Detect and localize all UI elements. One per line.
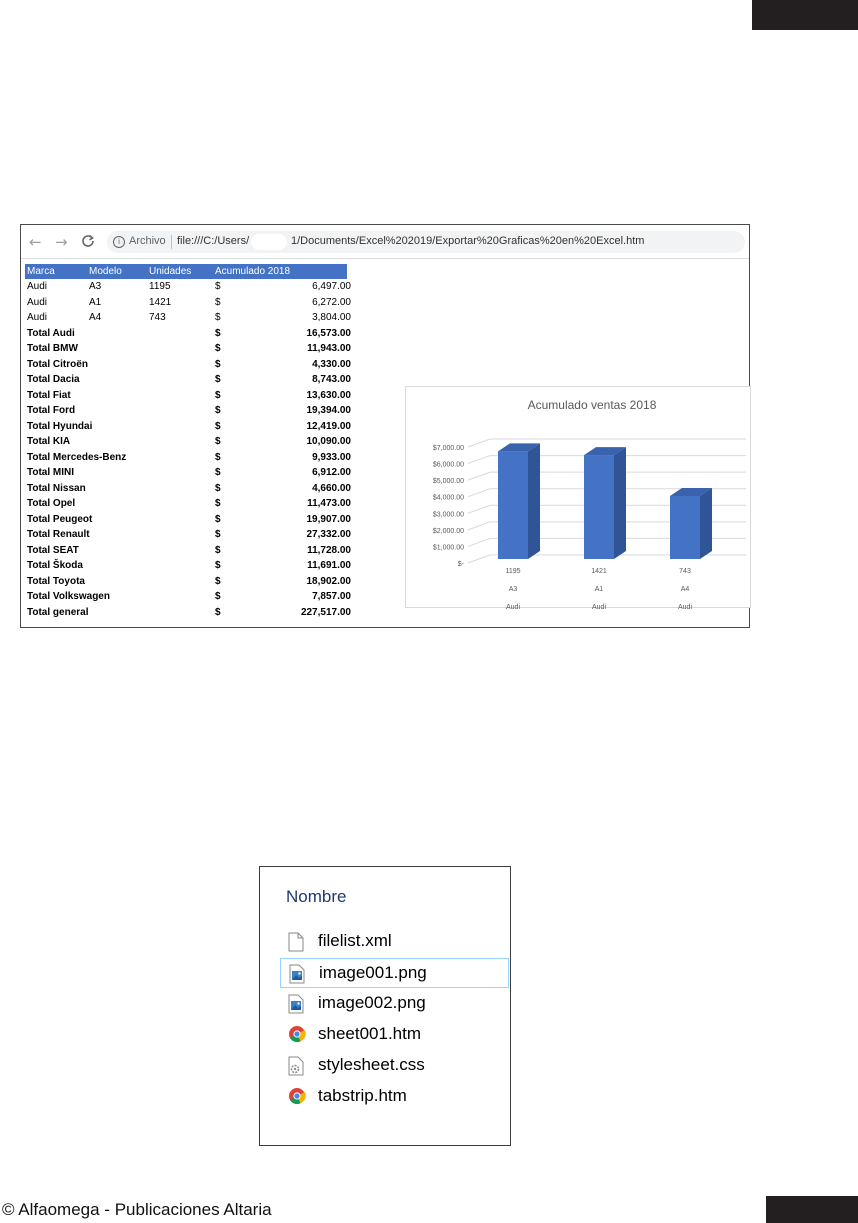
file-name: filelist.xml (318, 931, 392, 950)
y-tick-label: $5,000.00 (432, 478, 464, 486)
total-row (25, 434, 365, 450)
cell-total-label: Total Škoda (27, 560, 83, 571)
cell-total-label: Total Toyota (27, 575, 85, 587)
total-row (25, 496, 365, 512)
x-category-label: Audi (505, 604, 521, 611)
total-row (25, 512, 365, 528)
cell-currency: $ (215, 560, 221, 571)
cell-currency: $ (215, 606, 221, 618)
column-header-nombre[interactable]: Nombre (286, 887, 347, 906)
cell-total-value: 27,332.00 (306, 529, 351, 540)
gridline-diagonal (468, 505, 490, 513)
cell-unidades: 1195 (149, 281, 171, 292)
x-category-label: 1195 (505, 568, 521, 575)
cell-total-label: Total Volkswagen (27, 591, 110, 602)
redacted-username (251, 234, 287, 250)
cell-currency: $ (215, 529, 221, 540)
cell-modelo: A4 (89, 312, 102, 323)
document-icon (288, 932, 306, 952)
cell-total-label: Total Ford (27, 405, 76, 416)
file-list-item[interactable] (280, 1082, 510, 1112)
file-explorer-panel (259, 866, 511, 1146)
total-row (25, 326, 365, 342)
y-tick-label: $1,000.00 (432, 544, 464, 552)
total-row (25, 419, 365, 435)
sales-table (25, 264, 365, 620)
cell-total-value: 6,912.00 (312, 467, 351, 478)
cell-acumulado: 6,497.00 (312, 281, 351, 292)
header-modelo: Modelo (89, 266, 122, 277)
cell-currency: $ (215, 405, 221, 416)
total-row (25, 465, 365, 481)
cell-currency: $ (215, 281, 221, 292)
cell-total-value: 11,728.00 (307, 544, 351, 556)
cell-total-value: 19,907.00 (306, 513, 351, 525)
address-separator (171, 235, 172, 249)
cell-marca: Audi (27, 312, 48, 323)
file-list-item[interactable] (280, 1020, 510, 1050)
cell-total-value: 9,933.00 (312, 451, 351, 463)
cell-total-value: 4,660.00 (312, 482, 351, 494)
x-category-label: 1421 (591, 568, 607, 575)
page-number-tab (766, 1196, 858, 1223)
cell-total-label: Total Nissan (27, 482, 86, 494)
cell-modelo: A3 (89, 281, 102, 292)
chrome-icon (288, 1087, 306, 1107)
cell-total-label: Total Audi (27, 327, 75, 339)
table-header-row (25, 264, 347, 279)
page-corner-tab (752, 0, 858, 30)
cell-currency: $ (215, 420, 221, 432)
total-row (25, 574, 365, 590)
header-marca: Marca (27, 266, 55, 277)
bar (584, 455, 614, 559)
toolbar-divider (21, 258, 749, 259)
cell-total-value: 11,473.00 (307, 498, 351, 509)
bar-side (614, 447, 626, 559)
total-row (25, 527, 365, 543)
cell-total-label: Total MINI (27, 467, 75, 478)
url-prefix: file:///C:/Users/ (177, 235, 250, 247)
file-list-item[interactable] (280, 958, 509, 988)
gridline-diagonal (468, 489, 490, 497)
cell-total-value: 19,394.00 (306, 405, 351, 416)
cell-currency: $ (215, 358, 221, 370)
cell-total-label: Total Peugeot (27, 513, 93, 525)
cell-currency: $ (215, 591, 221, 602)
image-file-icon (288, 994, 306, 1014)
cell-currency: $ (215, 296, 221, 308)
total-row (25, 388, 365, 404)
cell-total-value: 4,330.00 (312, 358, 351, 370)
cell-total-label: Total general (27, 606, 89, 618)
cell-unidades: 743 (149, 312, 166, 323)
total-row (25, 450, 365, 466)
total-row (25, 481, 365, 497)
cell-currency: $ (215, 374, 221, 385)
cell-total-label: Total Dacia (27, 374, 80, 385)
y-tick-label: $- (457, 561, 464, 568)
chrome-icon (288, 1025, 306, 1045)
file-list-item[interactable] (280, 927, 510, 957)
gridline-diagonal (468, 456, 490, 464)
cell-total-label: Total BMW (27, 343, 78, 354)
cell-total-label: Total Renault (27, 529, 90, 540)
y-tick-label: $7,000.00 (432, 445, 464, 452)
x-category-label: 743 (679, 568, 691, 575)
cell-total-value: 11,943.00 (307, 343, 351, 354)
cell-total-label: Total Opel (27, 498, 76, 509)
cell-total-label: Total Mercedes-Benz (27, 451, 127, 463)
cell-total-value: 7,857.00 (312, 591, 351, 602)
table-row (25, 279, 365, 295)
cell-currency: $ (215, 451, 221, 463)
cell-total-label: Total SEAT (27, 544, 79, 556)
total-row (25, 357, 365, 373)
cell-acumulado: 6,272.00 (312, 296, 351, 308)
cell-currency: $ (215, 498, 221, 509)
cell-total-value: 16,573.00 (306, 327, 351, 339)
cell-currency: $ (215, 343, 221, 354)
y-tick-label: $6,000.00 (432, 461, 464, 469)
browser-window (20, 224, 750, 628)
css-file-icon (288, 1056, 306, 1076)
x-category-label: A1 (594, 586, 604, 593)
cell-total-label: Total Fiat (27, 389, 71, 401)
footer-copyright: © Alfaomega - Publicaciones Altaria (2, 1200, 272, 1219)
chart-title: Acumulado ventas 2018 (527, 398, 657, 412)
scheme-label: Archivo (129, 235, 166, 247)
x-category-label: A4 (680, 586, 690, 593)
cell-total-label: Total Hyundai (27, 420, 93, 432)
file-list-item[interactable] (280, 1051, 510, 1081)
x-category-label: Audi (591, 604, 607, 611)
chart-svg (406, 387, 750, 611)
cell-total-value: 10,090.00 (306, 436, 351, 447)
cell-currency: $ (215, 513, 221, 525)
cell-currency: $ (215, 312, 221, 323)
file-name: stylesheet.css (318, 1055, 425, 1074)
cell-total-value: 12,419.00 (306, 420, 351, 432)
cell-total-value: 11,691.00 (307, 560, 351, 571)
cell-total-value: 227,517.00 (300, 606, 351, 618)
cell-currency: $ (215, 467, 221, 478)
back-arrow-icon[interactable]: ← (29, 233, 42, 251)
image-file-icon (289, 964, 307, 984)
cell-currency: $ (215, 575, 221, 587)
gridline-diagonal (468, 472, 490, 480)
gridline-diagonal (468, 555, 490, 563)
cell-modelo: A1 (89, 296, 102, 308)
total-row (25, 372, 365, 388)
bar (498, 451, 528, 559)
file-name: image002.png (318, 993, 426, 1012)
file-name: tabstrip.htm (318, 1086, 407, 1105)
total-row (25, 341, 365, 357)
info-icon[interactable]: i (113, 236, 125, 248)
table-row (25, 295, 365, 311)
cell-total-value: 8,743.00 (312, 374, 351, 385)
table-row (25, 310, 365, 326)
reload-icon[interactable] (81, 234, 95, 251)
url-suffix: 1/Documents/Excel%202019/Exportar%20Graficas%20en%20Excel.htm (291, 235, 645, 247)
header-unidades: Unidades (149, 266, 192, 277)
x-category-label: A3 (508, 586, 518, 593)
sales-chart (405, 386, 751, 611)
cell-total-value: 13,630.00 (306, 389, 351, 401)
browser-toolbar (21, 225, 749, 259)
forward-arrow-icon[interactable]: → (55, 233, 68, 251)
cell-total-label: Total Citroën (27, 358, 88, 370)
gridline-diagonal (468, 522, 490, 530)
cell-currency: $ (215, 327, 221, 339)
y-tick-label: $3,000.00 (432, 511, 464, 519)
gridline-diagonal (468, 439, 490, 447)
total-row (25, 589, 365, 605)
bar (670, 496, 700, 559)
total-row (25, 558, 365, 574)
cell-marca: Audi (27, 296, 48, 308)
x-category-label: Audi (677, 604, 693, 611)
cell-currency: $ (215, 482, 221, 494)
cell-total-label: Total KIA (27, 436, 71, 447)
cell-marca: Audi (27, 281, 48, 292)
cell-acumulado: 3,804.00 (312, 312, 351, 323)
address-bar[interactable] (107, 231, 745, 253)
bar-side (700, 488, 712, 559)
bar-side (528, 443, 540, 559)
file-name: sheet001.htm (318, 1024, 422, 1043)
reload-glyph (81, 234, 95, 248)
cell-total-value: 18,902.00 (306, 575, 351, 587)
cell-currency: $ (215, 389, 221, 401)
gridline-diagonal (468, 538, 490, 546)
cell-currency: $ (215, 436, 221, 447)
total-row (25, 605, 365, 621)
cell-currency: $ (215, 544, 221, 556)
header-acumulado: Acumulado 2018 (215, 266, 291, 277)
file-list-item[interactable] (280, 989, 510, 1019)
total-row (25, 543, 365, 559)
y-tick-label: $2,000.00 (432, 527, 464, 535)
y-tick-label: $4,000.00 (432, 494, 464, 502)
file-name: image001.png (319, 963, 427, 982)
cell-unidades: 1421 (149, 296, 172, 308)
total-row (25, 403, 365, 419)
